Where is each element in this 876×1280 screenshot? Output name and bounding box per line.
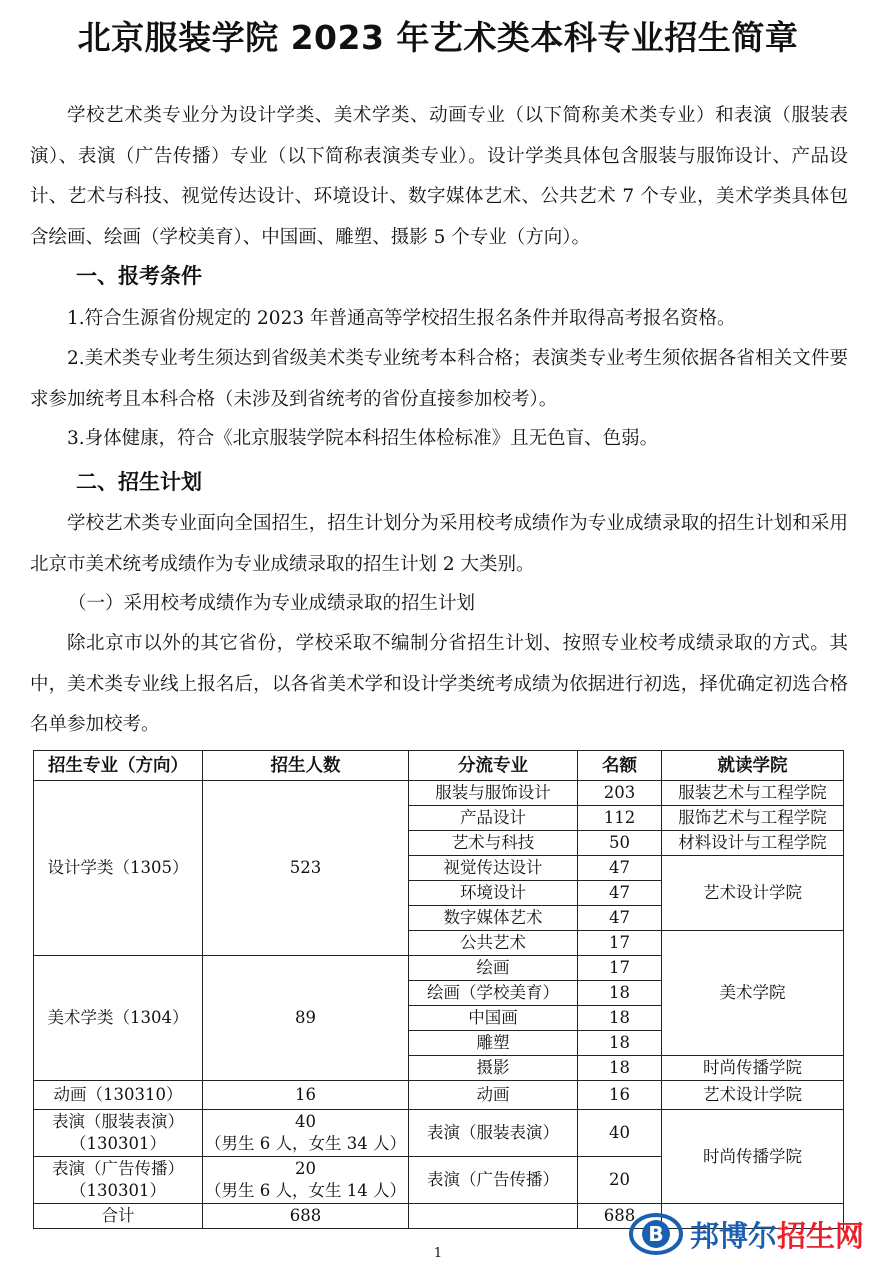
plan-paragraph-2: 除北京市以外的其它省份，学校采取不编制分省招生计划、按照专业校考成绩录取的方式。其中，美术类专业线上报名后，以各省美术学和设计学类统考成绩为依据进行初选，择优确定初选合格名单参加校考。 — [30, 633, 848, 735]
sub-major-cell: 动画 — [409, 1081, 578, 1110]
table-row — [34, 1110, 844, 1157]
quota-cell: 203 — [578, 781, 662, 806]
quota-cell: 47 — [578, 856, 662, 881]
sub-major-cell: 雕塑 — [409, 1031, 578, 1056]
requirement-item-2: 2.美术类专业考生须达到省级美术类专业统考本科合格；表演类专业考生须依据各省相关文件要求参加统考且本科合格（未涉及到省统考的省份直接参加校考）。 — [30, 348, 848, 410]
sub-major-cell: 中国画 — [409, 1006, 578, 1031]
plan-subheading: （一）采用校考成绩作为专业成绩录取的招生计划 — [68, 593, 476, 614]
major-cell — [34, 1157, 203, 1204]
quota-cell: 112 — [578, 806, 662, 831]
header-sub-major: 分流专业 — [409, 751, 578, 781]
quota-cell: 18 — [578, 981, 662, 1006]
table-row — [34, 1081, 844, 1110]
count-cell: 523 — [203, 781, 409, 956]
count-line-2: （男生 6 人，女生 34 人） — [205, 1134, 406, 1153]
college-cell: 材料设计与工程学院 — [662, 831, 844, 856]
watermark-b-icon — [628, 1211, 684, 1257]
page-number: 1 — [433, 1246, 443, 1261]
quota-cell: 47 — [578, 906, 662, 931]
header-quota: 名额 — [578, 751, 662, 781]
sub-major-cell: 公共艺术 — [409, 931, 578, 956]
major-line-2: （130301） — [70, 1181, 166, 1200]
sub-major-cell: 视觉传达设计 — [409, 856, 578, 881]
quota-cell: 17 — [578, 956, 662, 981]
quota-cell: 20 — [578, 1157, 662, 1204]
sub-major-cell: 艺术与科技 — [409, 831, 578, 856]
quota-cell: 47 — [578, 881, 662, 906]
sub-major-cell: 产品设计 — [409, 806, 578, 831]
count-line-2: （男生 6 人，女生 14 人） — [205, 1181, 406, 1200]
section-heading-requirements: 一、报考条件 — [76, 264, 202, 288]
major-line-1: 表演（服装表演） — [52, 1112, 184, 1131]
count-cell — [203, 1157, 409, 1204]
college-cell: 时尚传播学院 — [662, 1110, 844, 1204]
requirement-item-1: 1.符合生源省份规定的 2023 年普通高等学校招生报名条件并取得高考报名资格。 — [67, 308, 736, 329]
quota-cell: 18 — [578, 1031, 662, 1056]
watermark-text — [690, 1214, 864, 1255]
count-line-1: 40 — [295, 1112, 316, 1131]
count-line-1: 20 — [295, 1159, 316, 1178]
sub-major-cell: 服装与服饰设计 — [409, 781, 578, 806]
major-cell: 美术学类（1304） — [34, 956, 203, 1081]
sub-major-cell: 环境设计 — [409, 881, 578, 906]
count-cell: 16 — [203, 1081, 409, 1110]
major-line-2: （130301） — [70, 1134, 166, 1153]
header-college: 就读学院 — [662, 751, 844, 781]
major-cell — [34, 1110, 203, 1157]
sub-major-cell: 绘画（学校美育） — [409, 981, 578, 1006]
total-count: 688 — [203, 1204, 409, 1229]
major-cell: 设计学类（1305） — [34, 781, 203, 956]
plan-paragraph: 学校艺术类专业面向全国招生，招生计划分为采用校考成绩作为专业成绩录取的招生计划和采用北京市美术统考成绩作为专业成绩录取的招生计划 2 大类别。 — [30, 513, 848, 575]
watermark-logo-letter: B — [648, 1222, 664, 1246]
intro-paragraph: 学校艺术类专业分为设计学类、美术学类、动画专业（以下简称美术类专业）和表演（服装表演）、表演（广告传播）专业（以下简称表演类专业）。设计学类具体包含服装与服饰设计、产品设计、艺术与科技、视觉传达设计、环境设计、数字媒体艺术、公共艺术 7 个专业，美术学类具体包含绘画、绘画（学校美育）、中国画、雕塑、摄影 5 个专业（方向）。 — [30, 105, 848, 248]
table-row — [34, 781, 844, 806]
quota-cell: 50 — [578, 831, 662, 856]
watermark-text-part1: 邦博尔 — [690, 1218, 778, 1253]
enrollment-table — [33, 750, 844, 1229]
count-cell: 89 — [203, 956, 409, 1081]
major-cell: 动画（130310） — [34, 1081, 203, 1110]
sub-major-cell: 表演（服装表演） — [409, 1110, 578, 1157]
college-cell: 美术学院 — [662, 931, 844, 1056]
college-cell: 服饰艺术与工程学院 — [662, 806, 844, 831]
college-cell: 艺术设计学院 — [662, 856, 844, 931]
total-quota: 688 — [578, 1204, 662, 1229]
sub-major-cell: 绘画 — [409, 956, 578, 981]
watermark-logo — [628, 1208, 868, 1260]
table-header-row — [34, 751, 844, 781]
quota-cell: 17 — [578, 931, 662, 956]
quota-cell: 40 — [578, 1110, 662, 1157]
major-line-1: 表演（广告传播） — [52, 1159, 184, 1178]
total-label: 合计 — [34, 1204, 203, 1229]
sub-major-cell: 摄影 — [409, 1056, 578, 1081]
page-title: 北京服装学院 2023 年艺术类本科专业招生简章 — [77, 18, 799, 57]
sub-major-cell: 表演（广告传播） — [409, 1157, 578, 1204]
sub-major-cell: 数字媒体艺术 — [409, 906, 578, 931]
total-empty-cell — [409, 1204, 578, 1229]
quota-cell: 16 — [578, 1081, 662, 1110]
college-cell: 服装艺术与工程学院 — [662, 781, 844, 806]
watermark-text-part2: 招生网 — [777, 1218, 865, 1253]
college-cell: 艺术设计学院 — [662, 1081, 844, 1110]
requirement-item-3: 3.身体健康，符合《北京服装学院本科招生体检标准》且无色盲、色弱。 — [67, 428, 659, 449]
count-cell — [203, 1110, 409, 1157]
header-count: 招生人数 — [203, 751, 409, 781]
quota-cell: 18 — [578, 1056, 662, 1081]
quota-cell: 18 — [578, 1006, 662, 1031]
college-cell: 时尚传播学院 — [662, 1056, 844, 1081]
header-major: 招生专业（方向） — [34, 751, 203, 781]
section-heading-plan: 二、招生计划 — [76, 470, 202, 494]
